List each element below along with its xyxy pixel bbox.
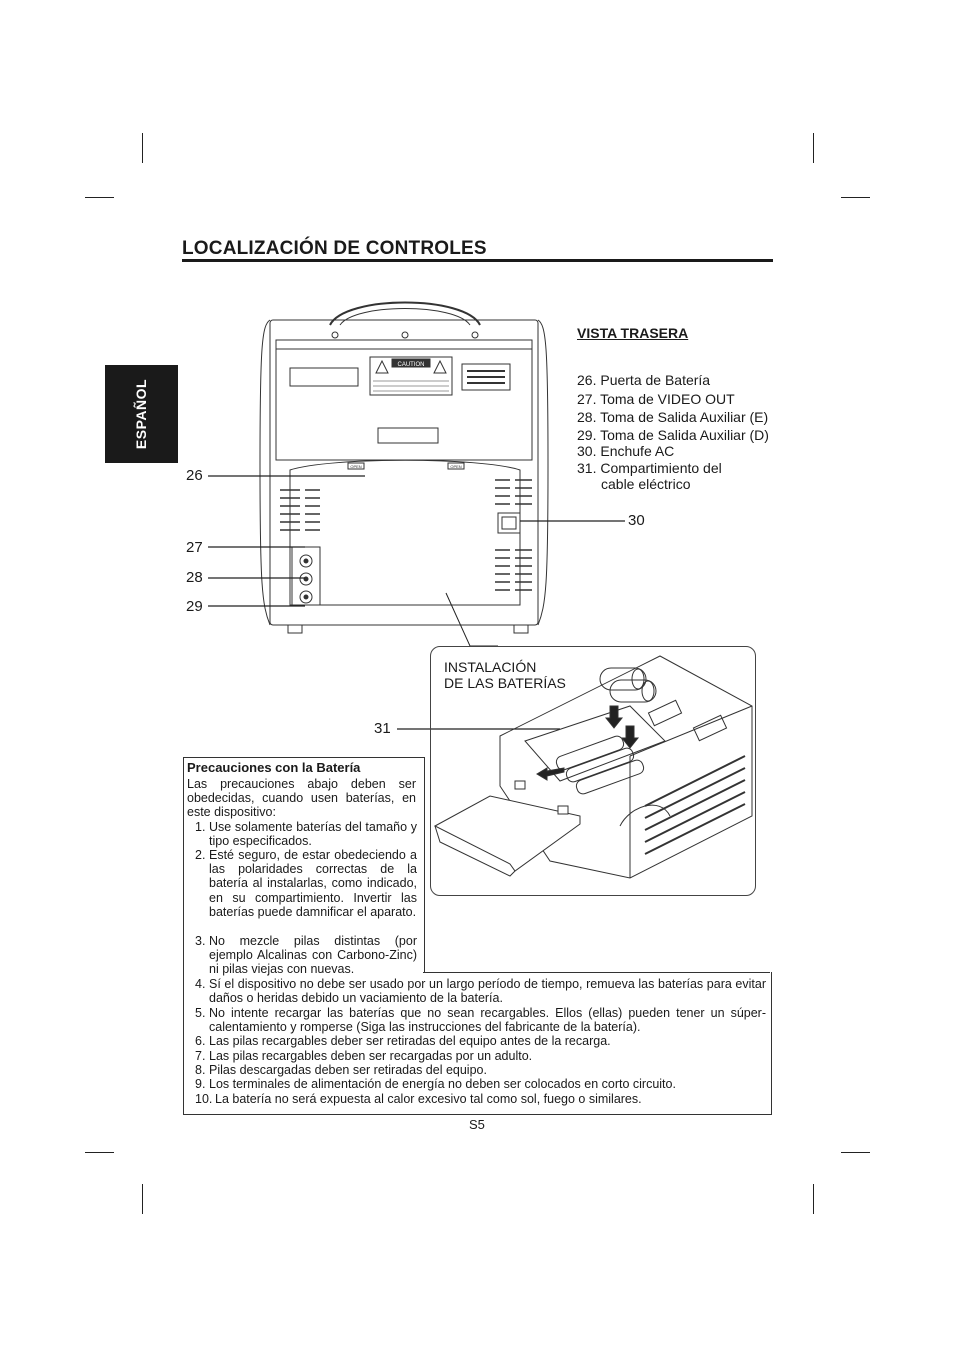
callout-31: 31 [374, 720, 391, 737]
precaution-text: Las pilas recargables deber ser retiradas del equipo antes de la recarga. [209, 1034, 611, 1048]
precaution-number: 3. [195, 934, 206, 948]
callout-30: 30 [628, 512, 645, 529]
precaution-text: Los terminales de alimentación de energía no deben ser colocados en corto circuito. [209, 1077, 676, 1091]
precaution-number: 2. [195, 848, 206, 862]
battery-install-label-line1: INSTALACIÓN [444, 659, 537, 675]
door-open-label-right: OPEN [450, 464, 462, 469]
precaution-number: 7. [195, 1049, 206, 1063]
precaution-number: 6. [195, 1034, 206, 1048]
page-title: LOCALIZACIÓN DE CONTROLES [182, 238, 487, 259]
page-number: S5 [469, 1117, 485, 1132]
precaution-text: La batería no será expuesta al calor excesivo tal como sol, fuego o similares. [215, 1092, 642, 1106]
battery-install-illustration [430, 646, 754, 894]
legend-item-30: 30. Enchufe AC [577, 443, 675, 459]
language-tab-label: ESPAÑOL [133, 378, 149, 450]
precaution-number: 9. [195, 1077, 206, 1091]
legend-item-31-cont: cable eléctrico [601, 476, 691, 492]
caution-label: CAUTION [397, 362, 425, 368]
legend-item-29: 29. Toma de Salida Auxiliar (D) [577, 427, 769, 443]
callout-27: 27 [186, 539, 203, 556]
precaution-number: 8. [195, 1063, 206, 1077]
callout-26: 26 [186, 467, 203, 484]
precaution-text: Use solamente baterías del tamaño y tipo especificados. [209, 820, 417, 849]
rear-view-heading: VISTA TRASERA [577, 325, 689, 341]
precaution-number: 1. [195, 820, 206, 834]
precaution-number: 10. [195, 1092, 213, 1106]
battery-install-label-line2: DE LAS BATERÍAS [444, 675, 566, 691]
precaution-text: Pilas descargadas deben ser retiradas del equipo. [209, 1063, 487, 1077]
legend-item-26: 26. Puerta de Batería [577, 372, 711, 388]
legend-item-31: 31. Compartimiento del [577, 460, 722, 476]
door-open-label-left: OPEN [350, 464, 362, 469]
precaution-number: 4. [195, 977, 206, 991]
legend-item-28: 28. Toma de Salida Auxiliar (E) [577, 409, 769, 425]
precautions-title: Precauciones con la Batería [187, 760, 361, 775]
precaution-text: Sí el dispositivo no debe ser usado por un largo período de tiempo, remueva las baterías para evitar daños o heridas debido un vaciamiento de la batería. [209, 977, 766, 1006]
precaution-text: Las pilas recargables deben ser recargadas por un adulto. [209, 1049, 533, 1063]
callout-28: 28 [186, 569, 203, 586]
precaution-number: 5. [195, 1006, 206, 1020]
precautions-intro: Las precauciones abajo deben ser obedecidas, cuando usen baterías, en este dispositivo: [187, 777, 416, 820]
callout-29: 29 [186, 598, 203, 615]
precaution-text: Esté seguro, de estar obedeciendo a las polaridades correctas de la batería al instalarlas, como indicado, en su compartimiento. Invertir las baterías puede damnificar el aparato. [209, 848, 417, 919]
precaution-text: No intente recargar las baterías que no sean recargables. Ellos (ellas) pueden tener un súper-calentamiento y romperse (Siga las instrucciones del fabricante de la batería). [209, 1006, 766, 1035]
legend-item-27: 27. Toma de VIDEO OUT [577, 391, 735, 407]
precaution-text: No mezcle pilas distintas (por ejemplo Alcalinas con Carbono-Zinc) ni pilas viejas con nuevas. [209, 934, 417, 977]
